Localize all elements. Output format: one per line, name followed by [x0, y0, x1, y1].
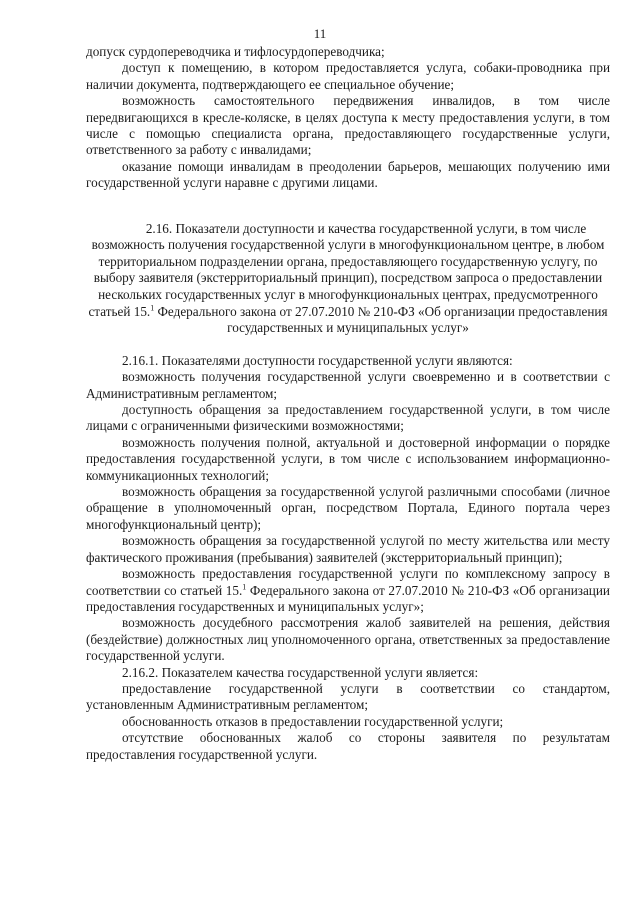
list-item-text: возможность предоставления государственной услуги по комплексному запросу в соответствии со статьей 15. [86, 566, 610, 598]
list-item: отсутствие обоснованных жалоб со стороны заявителя по результатам предоставления государственной услуги. [86, 730, 610, 762]
list-item: обоснованность отказов в предоставлении государственной услуги; [122, 713, 504, 729]
subsection-title: 2.16.1. Показателями доступности государственной услуги являются: [122, 352, 513, 368]
list-item: возможность обращения за государственной услугой по месту жительства или месту фактического проживания (пребывания) заявителей (экстерриториальный принцип); [86, 533, 610, 565]
list-item: предоставление государственной услуги в соответствии со стандартом, установленным Административным регламентом; [86, 680, 610, 713]
list-item: допуск сурдопереводчика и тифлосурдопереводчика; [86, 44, 385, 59]
list-item: оказание помощи инвалидам в преодолении барьеров, мешающих получению ими государственной услуги наравне с другими лицами. [86, 158, 610, 191]
section-heading-text: 2.16. Показатели доступности и качества государственной услуги, в том числе возможность получения государственной услуги в многофункциональном центре, в любом территориальном подразделении органа, предоставляющего государственную услугу, по выбору заявителя (экстерриториальный принцип), посредством запроса о предоставлении нескольких государственных услуг в многофункциональных центрах, предусмотренного статьей 15. [88, 220, 605, 319]
list-item: возможность обращения за государственной услугой различными способами (личное обращение в уполномоченный орган, посредством Портала, Единого портала через многофункциональный центр); [86, 484, 610, 532]
list-item: возможность досудебного рассмотрения жалоб заявителей на решения, действия (бездействие) должностных лиц уполномоченного органа, ответственных за предоставление государственной услуги. [86, 615, 610, 664]
list-item-text-cont: Федерального закона от 27.07.2010 № 210-ФЗ «Об организации предоставления государственных и муниципальных услуг»; [86, 582, 610, 614]
list-item: возможность самостоятельного передвижения инвалидов, в том числе передвигающихся в кресле-коляске, в целях доступа к месту предоставления услуги, в том числе с помощью специалиста органа, предоставляющего государственные услуги, ответственного за работу с инвалидами; [86, 93, 610, 158]
list-item: возможность получения государственной услуги своевременно и в соответствии с Административным регламентом; [86, 369, 610, 401]
footnote-superscript: 1 [150, 303, 155, 313]
section-heading-text-cont: Федерального закона от 27.07.2010 № 210-ФЗ «Об организации предоставления государственных и муниципальных услуг» [154, 303, 608, 336]
list-item [86, 566, 610, 615]
list-item: возможность получения полной, актуальной и достоверной информации о порядке предоставления государственной услуги, в том числе с использованием информационно-коммуникационных технологий; [86, 434, 610, 483]
footnote-superscript: 1 [242, 582, 247, 592]
document-body [86, 44, 610, 763]
section-heading [86, 221, 610, 337]
list-item: доступность обращения за предоставлением государственной услуги, в том числе лицами с ограниченными физическими возможностями; [86, 402, 610, 434]
page-number: 11 [313, 26, 327, 41]
subsection-title: 2.16.2. Показателем качества государственной услуги является: [122, 664, 479, 680]
list-item: доступ к помещению, в котором предоставляется услуга, собаки-проводника при наличии документа, подтверждающего ее специальное обучение; [86, 60, 610, 92]
